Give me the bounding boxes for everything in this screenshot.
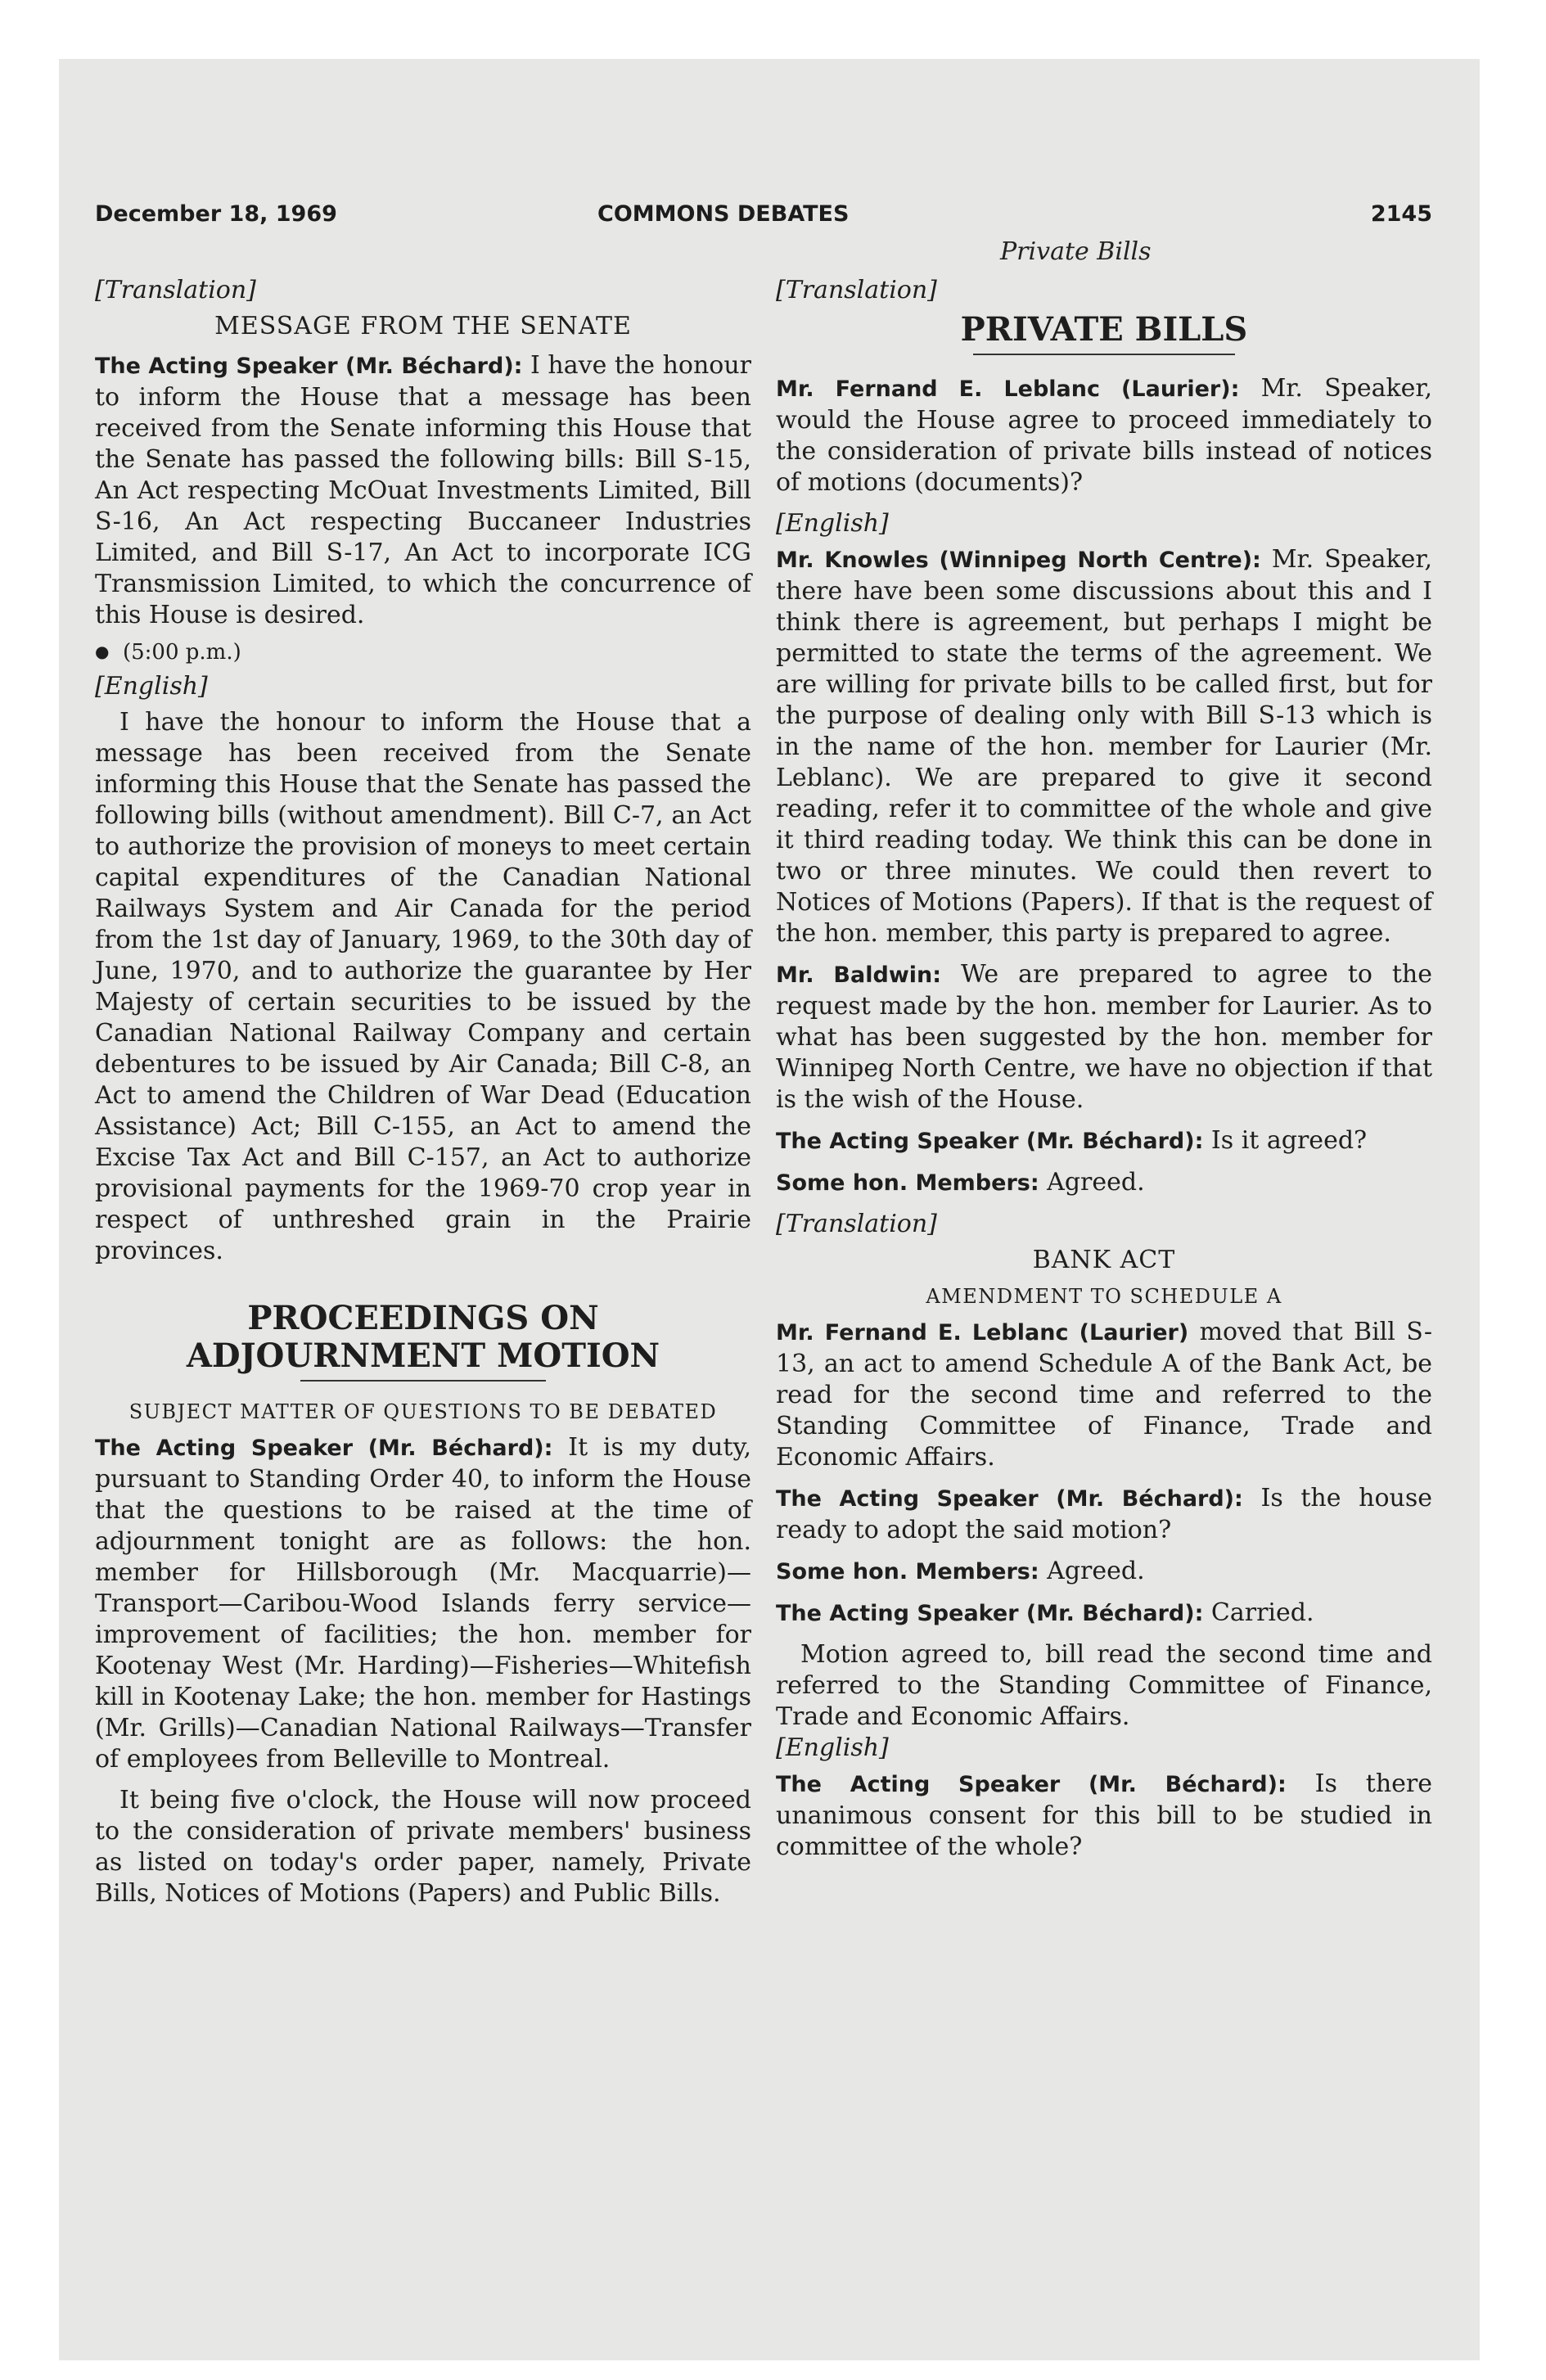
speaker-name: The Acting Speaker (Mr. Béchard): — [776, 1129, 1204, 1154]
speech-text: Agreed. — [1039, 1557, 1145, 1585]
language-tag: [Translation] — [776, 1210, 937, 1238]
paragraph — [95, 1432, 751, 1775]
subheading: SUBJECT MATTER OF QUESTIONS TO BE DEBATED — [128, 1400, 718, 1423]
language-tag: [English] — [776, 1733, 889, 1762]
paragraph: I have the honour to inform the House that a message has been received from the Senate informing this House that the Senate has passed the following bills (without amendment). Bill C-7, an Act to authorize the provision of moneys to meet certain capital expenditures of the Canadian National Railways System and Air Canada for the period from the 1st day of January, 1969, to the 30th day of June, 1970, and to authorize the guarantee by Her Majesty of certain securities to be issued by the Canadian National Railway Company and certain debentures to be issued by Air Canada; Bill C-8, an Act to amend the Children of War Dead (Education Assistance) Act; Bill C-155, an Act to amend the Excise Tax Act and Bill C-157, an Act to authorize provisional payments for the 1969-70 crop year in respect of unthreshed grain in the Prairie provinces. — [95, 708, 751, 1265]
paragraph — [776, 373, 1432, 498]
speech-text: We are prepared to agree to the request made by the hon. member for Laurier. As to what has been suggested by the hon. member for Winnipeg North Centre, we have no objection if that is the wish of the House. — [776, 960, 1432, 1114]
speaker-name: Some hon. Members: — [776, 1559, 1039, 1584]
speaker-name: The Acting Speaker (Mr. Béchard): — [776, 1601, 1204, 1626]
speaker-name: Mr. Fernand E. Leblanc (Laurier): — [776, 376, 1240, 402]
right-column — [776, 275, 1432, 1863]
divider — [300, 1380, 546, 1382]
speech-text: Is the house ready to adopt the said motion? — [776, 1484, 1433, 1544]
major-heading: PROCEEDINGS ON ADJOURNMENT MOTION — [186, 1299, 660, 1375]
speech-text: Carried. — [1203, 1598, 1314, 1627]
speech-text: Mr. Speaker, there have been some discussions about this and I think there is agreement, but perhaps I might be permitted to state the terms of the agreement. We are willing for private bills to be called first, but for the purpose of dealing only with Bill S-13 which is in the name of the hon. member for Laurier (Mr. Leblanc). We are prepared to give it second reading, refer it to committee of the whole and give it third reading today. We think this can be done in two or three minutes. We could then revert to Notices of Motions (Papers). If that is the request of the hon. member, this party is prepared to agree. — [776, 545, 1433, 948]
paragraph — [776, 1769, 1432, 1863]
speaker-name: Mr. Knowles (Winnipeg North Centre): — [776, 548, 1261, 573]
speech-text: Is it agreed? — [1203, 1126, 1368, 1155]
speech-text: Is there unanimous consent for this bill to be studied in committee of the whole? — [776, 1769, 1433, 1861]
paragraph: It being five o'clock, the House will now proceed to the consideration of private members' business as listed on today's order paper, namely, Private Bills, Notices of Motions (Papers) and Public Bills. — [95, 1786, 751, 1908]
paragraph — [776, 1598, 1432, 1629]
speaker-name: Mr. Baldwin: — [776, 962, 942, 988]
speaker-name: Some hon. Members: — [776, 1170, 1039, 1196]
language-tag: [English] — [95, 672, 208, 701]
speaker-name: The Acting Speaker (Mr. Béchard): — [95, 1436, 553, 1461]
paragraph — [776, 959, 1432, 1116]
paragraph — [776, 544, 1432, 949]
major-heading: PRIVATE BILLS — [960, 310, 1248, 349]
speech-text: I have the honour to inform the House that a message has been received from the Senate informing this House that the Senate has passed the following bills: Bill S-15, An Act respecting McOuat Investments Limited, Bill S-16, An Act respecting Buccaneer Industries Limited, and Bill S-17, An Act to incorporate ICG Transmission Limited, to which the concurrence of this House is desired. — [95, 351, 751, 629]
paragraph — [95, 350, 751, 631]
time-marker-text: (5:00 p.m.) — [122, 640, 241, 665]
subheading: AMENDMENT TO SCHEDULE A — [926, 1285, 1282, 1308]
paragraph — [776, 1556, 1432, 1588]
speaker-name: The Acting Speaker (Mr. Béchard): — [95, 354, 523, 379]
paragraph — [776, 1125, 1432, 1157]
paragraph — [776, 1167, 1432, 1199]
divider — [973, 354, 1235, 355]
speech-text: moved that Bill S-13, an act to amend Schedule A of the Bank Act, be read for the second time and referred to the Standing Committee of Finance, Trade and Economic Affairs. — [776, 1318, 1432, 1472]
header-page-number: 2145 — [1370, 201, 1432, 227]
speech-text: Agreed. — [1039, 1168, 1145, 1197]
paragraph: Motion agreed to, bill read the second time and referred to the Standing Committee of Finance, Trade and Economic Affairs. — [776, 1640, 1432, 1731]
paragraph — [776, 1483, 1432, 1546]
running-head: Private Bills — [1000, 237, 1152, 266]
paragraph — [776, 1317, 1432, 1473]
header-date: December 18, 1969 — [95, 201, 337, 227]
speaker-name: The Acting Speaker (Mr. Béchard): — [776, 1772, 1287, 1797]
speech-text: Mr. Speaker, would the House agree to proceed immediately to the consideration of private bills instead of notices of motions (documents)? — [776, 374, 1432, 497]
speaker-name: The Acting Speaker (Mr. Béchard): — [776, 1486, 1243, 1512]
section-heading: MESSAGE FROM THE SENATE — [214, 312, 632, 340]
language-tag: [English] — [776, 509, 889, 538]
speech-text: It is my duty, pursuant to Standing Order 40, to inform the House that the questions to be raised at the time of adjournment tonight are as follows: the hon. member for Hillsborough (Mr. Macquarrie)—Transport—Caribou-Wood Islands ferry service—improvement of facilities; the hon. member for Kootenay West (Mr. Harding)—Fisheries—Whitefish kill in Kootenay Lake; the hon. member for Hastings (Mr. Grills)—Canadian National Railways—Transfer of employees from Belleville to Montreal. — [95, 1433, 751, 1774]
language-tag: [Translation] — [95, 276, 256, 304]
left-column — [95, 275, 751, 1909]
section-heading: BANK ACT — [1032, 1246, 1176, 1274]
header-publication: COMMONS DEBATES — [597, 201, 850, 227]
page-header — [95, 201, 1432, 234]
time-marker — [95, 636, 751, 668]
language-tag: [Translation] — [776, 276, 937, 304]
bullet-icon: ● — [95, 642, 110, 661]
speaker-name: Mr. Fernand E. Leblanc (Laurier) — [776, 1320, 1189, 1346]
